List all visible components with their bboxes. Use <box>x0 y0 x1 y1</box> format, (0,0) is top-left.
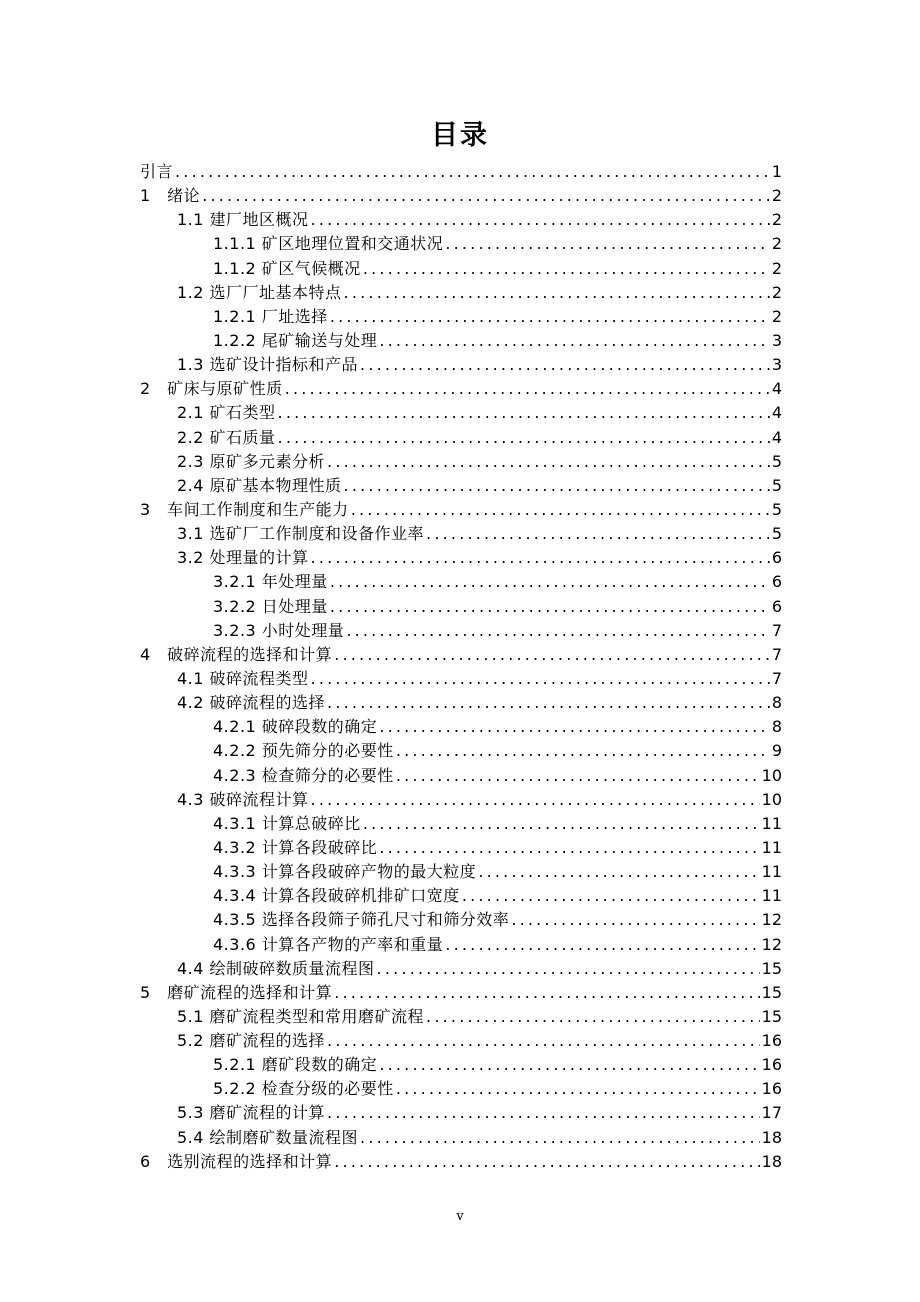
toc-entry-page: 3 <box>771 355 782 375</box>
toc-leader-dots <box>311 788 760 812</box>
toc-entry-page: 15 <box>761 1006 782 1026</box>
toc-leader-dots <box>285 377 770 401</box>
toc-entry-page: 6 <box>771 548 782 568</box>
toc-leader-dots <box>334 643 770 667</box>
toc-entry[interactable] <box>140 546 782 570</box>
toc-entry[interactable] <box>140 401 782 425</box>
toc-entry-page: 10 <box>761 765 782 785</box>
toc-leader-dots <box>334 1150 759 1174</box>
toc-entry-page: 16 <box>761 1079 782 1099</box>
toc-entry[interactable] <box>140 860 782 884</box>
toc-leader-dots <box>278 401 770 425</box>
toc-entry-page: 12 <box>761 934 782 954</box>
toc-entry-page: 2 <box>771 282 782 302</box>
toc-entry[interactable] <box>140 739 782 763</box>
toc-entry[interactable] <box>140 570 782 594</box>
toc-entry[interactable] <box>140 643 782 667</box>
toc-entry-label: 4.3.3 计算各段破碎产物的最大粒度 <box>213 862 477 882</box>
toc-entry-label: 1.2.2 尾矿输送与处理 <box>213 330 378 350</box>
toc-entry-label: 5.4 绘制磨矿数量流程图 <box>177 1127 359 1147</box>
toc-entry-page: 2 <box>771 306 782 326</box>
toc-leader-dots <box>311 667 770 691</box>
toc-entry[interactable] <box>140 957 782 981</box>
toc-entry-page: 7 <box>771 620 782 640</box>
toc-entry[interactable] <box>140 981 782 1005</box>
toc-entry[interactable] <box>140 933 782 957</box>
toc-entry-label: 5.2 磨矿流程的选择 <box>177 1031 326 1051</box>
toc-leader-dots <box>363 812 760 836</box>
toc-entry[interactable] <box>140 522 782 546</box>
toc-leader-dots <box>377 957 760 981</box>
toc-entry-label: 1.3 选矿设计指标和产品 <box>177 355 359 375</box>
toc-entry-label: 4.2.2 预先筛分的必要性 <box>213 741 394 761</box>
toc-entry-label: 2.2 矿石质量 <box>177 427 276 447</box>
toc-entry[interactable] <box>140 208 782 232</box>
toc-entry-page: 5 <box>771 451 782 471</box>
toc-entry-label: 4.3.4 计算各段破碎机排矿口宽度 <box>213 886 460 906</box>
toc-entry-label: 4.1 破碎流程类型 <box>177 668 309 688</box>
toc-entry-label: 4.3.6 计算各产物的产率和重量 <box>213 934 444 954</box>
toc-entry-page: 16 <box>761 1031 782 1051</box>
toc-leader-dots <box>478 860 759 884</box>
toc-entry-page: 7 <box>771 644 782 664</box>
toc-entry-page: 5 <box>771 499 782 519</box>
toc-entry-page: 11 <box>761 886 782 906</box>
toc-entry-label: 5 磨矿流程的选择和计算 <box>140 982 333 1002</box>
toc-leader-dots <box>330 570 770 594</box>
toc-entry-page: 8 <box>771 717 782 737</box>
toc-entry-label: 4.4 绘制破碎数质量流程图 <box>177 958 375 978</box>
toc-leader-dots <box>346 619 770 643</box>
toc-entry-page: 3 <box>771 330 782 350</box>
toc-entry-page: 6 <box>771 596 782 616</box>
toc-entry-label: 4.3.1 计算总破碎比 <box>213 813 361 833</box>
toc-leader-dots <box>175 160 770 184</box>
toc-leader-dots <box>334 981 759 1005</box>
toc-entry[interactable] <box>140 353 782 377</box>
toc-entry[interactable] <box>140 257 782 281</box>
toc-entry[interactable] <box>140 450 782 474</box>
toc-entry[interactable] <box>140 329 782 353</box>
toc-entry-page: 2 <box>771 186 782 206</box>
toc-leader-dots <box>344 281 770 305</box>
toc-entry-page: 2 <box>771 210 782 230</box>
toc-entry-label: 4.2.1 破碎段数的确定 <box>213 717 378 737</box>
toc-entry[interactable] <box>140 619 782 643</box>
toc-entry-label: 4.2 破碎流程的选择 <box>177 693 326 713</box>
toc-entry-label: 3.2 处理量的计算 <box>177 548 309 568</box>
toc-leader-dots <box>327 691 770 715</box>
toc-entry-label: 5.1 磨矿流程类型和常用磨矿流程 <box>177 1006 425 1026</box>
toc-leader-dots <box>511 908 759 932</box>
toc-entry-label: 4.2.3 检查筛分的必要性 <box>213 765 394 785</box>
toc-entry-label: 1.2.1 厂址选择 <box>213 306 328 326</box>
toc-leader-dots <box>327 1029 760 1053</box>
toc-leader-dots <box>462 884 760 908</box>
toc-entry[interactable] <box>140 1005 782 1029</box>
toc-entry[interactable] <box>140 788 782 812</box>
toc-entry-page: 2 <box>771 258 782 278</box>
toc-entry-label: 5.3 磨矿流程的计算 <box>177 1103 326 1123</box>
page-number: v <box>456 1209 464 1224</box>
toc-entry-label: 1.1.1 矿区地理位置和交通状况 <box>213 234 444 254</box>
toc-leader-dots <box>202 184 770 208</box>
toc-entry-page: 15 <box>761 982 782 1002</box>
toc-entry-page: 4 <box>771 427 782 447</box>
toc-leader-dots <box>426 1005 760 1029</box>
toc-entry-page: 11 <box>761 837 782 857</box>
toc-entry-page: 6 <box>771 572 782 592</box>
toc-leader-dots <box>278 426 770 450</box>
toc-entry[interactable] <box>140 884 782 908</box>
toc-entry[interactable] <box>140 667 782 691</box>
toc-leader-dots <box>426 522 770 546</box>
toc-entry-page: 1 <box>771 162 782 181</box>
toc-entry-page: 2 <box>771 234 782 254</box>
toc-entry-label: 2.4 原矿基本物理性质 <box>177 475 342 495</box>
toc-leader-dots <box>311 208 770 232</box>
toc-entry[interactable] <box>140 1126 782 1150</box>
toc-entry-label: 3.2.2 日处理量 <box>213 596 328 616</box>
toc-entry-page: 18 <box>761 1127 782 1147</box>
toc-entry-page: 4 <box>771 379 782 399</box>
toc-leader-dots <box>327 1101 760 1125</box>
toc-entry[interactable] <box>140 474 782 498</box>
toc-leader-dots <box>396 739 770 763</box>
toc-leader-dots <box>363 257 770 281</box>
toc-entry[interactable] <box>140 836 782 860</box>
toc-leader-dots <box>330 305 770 329</box>
toc-entry-label: 2.1 矿石类型 <box>177 403 276 423</box>
toc-entry[interactable] <box>140 764 782 788</box>
toc-entry-label: 1.1 建厂地区概况 <box>177 210 309 230</box>
toc-entry-label: 2 矿床与原矿性质 <box>140 379 283 399</box>
toc-leader-dots <box>445 933 759 957</box>
toc-leader-dots <box>360 353 770 377</box>
toc-entry-page: 11 <box>761 862 782 882</box>
toc-entry-label: 引言 <box>140 162 174 181</box>
toc-entry-page: 9 <box>771 741 782 761</box>
toc-entry[interactable] <box>140 715 782 739</box>
toc-entry-page: 7 <box>771 668 782 688</box>
toc-entry-label: 1.1.2 矿区气候概况 <box>213 258 361 278</box>
toc-leader-dots <box>344 474 770 498</box>
toc-entry[interactable] <box>140 426 782 450</box>
toc-leader-dots <box>379 715 770 739</box>
toc-leader-dots <box>396 1077 760 1101</box>
toc-leader-dots <box>396 764 760 788</box>
toc-entry[interactable] <box>140 184 782 208</box>
toc-entry-page: 5 <box>771 524 782 544</box>
toc-leader-dots <box>360 1126 760 1150</box>
toc-entry-page: 12 <box>761 910 782 930</box>
toc-entry-label: 2.3 原矿多元素分析 <box>177 451 326 471</box>
toc-entry[interactable] <box>140 1029 782 1053</box>
toc-entry[interactable] <box>140 812 782 836</box>
toc-entry-page: 10 <box>761 789 782 809</box>
toc-entry-label: 3 车间工作制度和生产能力 <box>140 499 349 519</box>
toc-entry-label: 4.3.2 计算各段破碎比 <box>213 837 378 857</box>
toc-entry-label: 4 破碎流程的选择和计算 <box>140 644 333 664</box>
toc-entry-page: 18 <box>761 1151 782 1171</box>
toc-entry[interactable] <box>140 1101 782 1125</box>
toc-entry[interactable] <box>140 377 782 401</box>
toc-entry-page: 5 <box>771 475 782 495</box>
toc-entry[interactable] <box>140 691 782 715</box>
toc-entry[interactable] <box>140 160 782 184</box>
toc-leader-dots <box>330 595 770 619</box>
toc-entry-label: 6 选别流程的选择和计算 <box>140 1151 333 1171</box>
toc-entry-page: 16 <box>761 1055 782 1075</box>
toc-entry-label: 4.3.5 选择各段筛子筛孔尺寸和筛分效率 <box>213 910 510 930</box>
toc-entry[interactable] <box>140 1053 782 1077</box>
toc-entry-label: 1.2 选厂厂址基本特点 <box>177 282 342 302</box>
toc-entry-page: 8 <box>771 693 782 713</box>
toc-title: 目录 <box>431 120 489 151</box>
toc-leader-dots <box>445 232 770 256</box>
toc-entry[interactable] <box>140 305 782 329</box>
toc-entry-label: 3.2.1 年处理量 <box>213 572 328 592</box>
toc-entry-page: 15 <box>761 958 782 978</box>
toc-leader-dots <box>379 1053 759 1077</box>
toc-entry[interactable] <box>140 908 782 932</box>
toc-entry-label: 5.2.2 检查分级的必要性 <box>213 1079 394 1099</box>
toc-entry[interactable] <box>140 595 782 619</box>
toc-entry-page: 11 <box>761 813 782 833</box>
toc-entry[interactable] <box>140 1077 782 1101</box>
toc-leader-dots <box>351 498 770 522</box>
toc-entry-label: 3.1 选矿厂工作制度和设备作业率 <box>177 524 425 544</box>
toc-entry-page: 4 <box>771 403 782 423</box>
toc-entry-label: 4.3 破碎流程计算 <box>177 789 309 809</box>
toc-leader-dots <box>327 450 770 474</box>
toc-leader-dots <box>311 546 770 570</box>
toc-entry-label: 1 绪论 <box>140 186 201 206</box>
toc-entry[interactable] <box>140 1150 782 1174</box>
toc-entry[interactable] <box>140 498 782 522</box>
toc-entry[interactable] <box>140 232 782 256</box>
toc-entry[interactable] <box>140 281 782 305</box>
toc-list <box>140 160 782 1174</box>
toc-leader-dots <box>379 836 759 860</box>
toc-entry-label: 3.2.3 小时处理量 <box>213 620 345 640</box>
toc-entry-label: 5.2.1 磨矿段数的确定 <box>213 1055 378 1075</box>
toc-entry-page: 17 <box>761 1103 782 1123</box>
toc-leader-dots <box>379 329 770 353</box>
